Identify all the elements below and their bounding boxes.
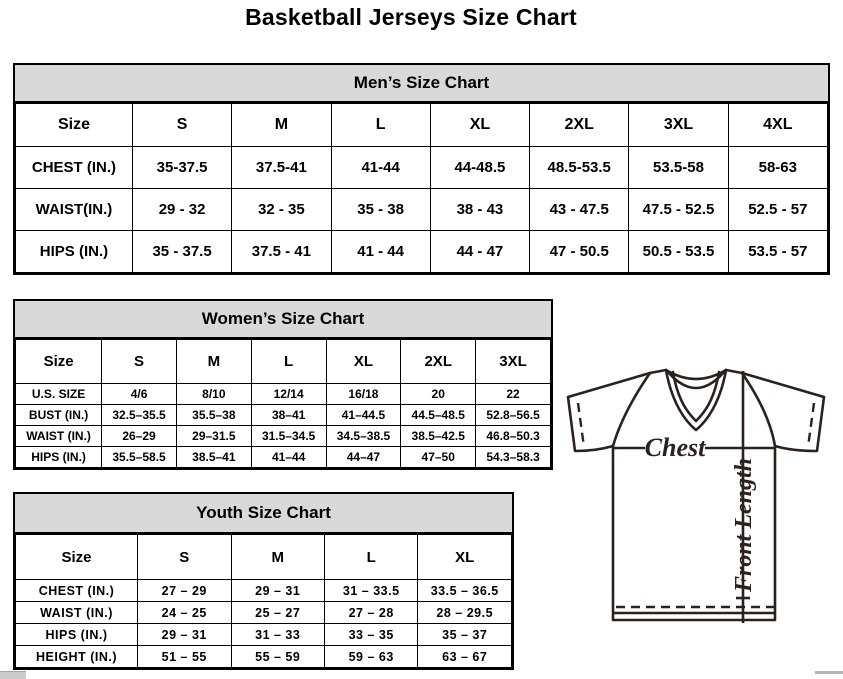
size-header-row — [16, 535, 512, 580]
size-column-header: 3XL — [476, 340, 551, 384]
horizontal-scrollbar-fragment-left[interactable] — [0, 671, 26, 679]
measurement-value-cell: 52.5 - 57 — [728, 189, 827, 231]
measurement-value-cell: 28 – 29.5 — [418, 602, 512, 624]
size-header-row — [16, 340, 551, 384]
measurement-value-cell: 35-37.5 — [132, 147, 231, 189]
measurement-value-cell: 27 – 29 — [138, 580, 231, 602]
measurement-row — [16, 147, 828, 189]
measurement-value-cell: 59 – 63 — [324, 646, 417, 668]
size-column-header: S — [132, 104, 231, 147]
measurement-value-cell: 35 - 38 — [331, 189, 430, 231]
measurement-value-cell: 35.5–38 — [176, 405, 251, 426]
jersey-right-seam — [742, 373, 775, 446]
measurement-row — [16, 624, 512, 646]
womens-size-chart-table — [13, 299, 553, 470]
mens-table-title: Men’s Size Chart — [15, 65, 828, 103]
measurement-row — [16, 405, 551, 426]
measurement-row — [16, 384, 551, 405]
chest-label: Chest — [644, 433, 706, 462]
measurement-value-cell: 52.8–56.5 — [476, 405, 551, 426]
measurement-row-label: WAIST (IN.) — [16, 602, 138, 624]
measurement-value-cell: 54.3–58.3 — [476, 447, 551, 468]
size-column-header: M — [231, 535, 324, 580]
measurement-value-cell: 44 - 47 — [430, 231, 529, 273]
corner-header: Size — [16, 340, 102, 384]
measurement-value-cell: 16/18 — [326, 384, 401, 405]
mens-table-grid — [15, 103, 828, 273]
measurement-value-cell: 33.5 – 36.5 — [418, 580, 512, 602]
measurement-value-cell: 44-48.5 — [430, 147, 529, 189]
measurement-value-cell: 33 – 35 — [324, 624, 417, 646]
measurement-value-cell: 31.5–34.5 — [251, 426, 326, 447]
measurement-row — [16, 646, 512, 668]
measurement-value-cell: 4/6 — [102, 384, 177, 405]
measurement-value-cell: 31 – 33.5 — [324, 580, 417, 602]
measurement-row — [16, 447, 551, 468]
jersey-measurement-diagram — [556, 352, 843, 639]
measurement-value-cell: 43 - 47.5 — [530, 189, 629, 231]
measurement-row — [16, 426, 551, 447]
womens-table-grid — [15, 339, 551, 468]
horizontal-scrollbar-fragment-right[interactable] — [815, 671, 843, 674]
measurement-row-label: HEIGHT (IN.) — [16, 646, 138, 668]
measurement-value-cell: 29 – 31 — [231, 580, 324, 602]
measurement-row — [16, 189, 828, 231]
measurement-value-cell: 38 - 43 — [430, 189, 529, 231]
mens-size-chart-table — [13, 63, 830, 275]
measurement-row-label: U.S. SIZE — [16, 384, 102, 405]
measurement-value-cell: 24 – 25 — [138, 602, 231, 624]
measurement-value-cell: 38–41 — [251, 405, 326, 426]
measurement-value-cell: 46.8–50.3 — [476, 426, 551, 447]
measurement-row-label: WAIST(IN.) — [16, 189, 133, 231]
measurement-value-cell: 29–31.5 — [176, 426, 251, 447]
size-column-header: L — [251, 340, 326, 384]
measurement-row-label: HIPS (IN.) — [16, 447, 102, 468]
measurement-row-label: BUST (IN.) — [16, 405, 102, 426]
size-column-header: S — [102, 340, 177, 384]
measurement-row — [16, 602, 512, 624]
measurement-value-cell: 48.5-53.5 — [530, 147, 629, 189]
corner-header: Size — [16, 535, 138, 580]
measurement-value-cell: 8/10 — [176, 384, 251, 405]
measurement-value-cell: 22 — [476, 384, 551, 405]
measurement-value-cell: 41-44 — [331, 147, 430, 189]
jersey-right-cuff-dashes — [808, 403, 814, 447]
corner-header: Size — [16, 104, 133, 147]
measurement-value-cell: 35 – 37 — [418, 624, 512, 646]
measurement-value-cell: 50.5 - 53.5 — [629, 231, 728, 273]
measurement-value-cell: 32.5–35.5 — [102, 405, 177, 426]
measurement-row-label: HIPS (IN.) — [16, 624, 138, 646]
size-column-header: L — [331, 104, 430, 147]
measurement-value-cell: 35 - 37.5 — [132, 231, 231, 273]
measurement-value-cell: 31 – 33 — [231, 624, 324, 646]
measurement-value-cell: 38.5–41 — [176, 447, 251, 468]
size-column-header: XL — [326, 340, 401, 384]
measurement-value-cell: 58-63 — [728, 147, 827, 189]
measurement-value-cell: 41–44 — [251, 447, 326, 468]
jersey-outline — [568, 370, 824, 620]
measurement-row-label: HIPS (IN.) — [16, 231, 133, 273]
measurement-value-cell: 47.5 - 52.5 — [629, 189, 728, 231]
measurement-value-cell: 32 - 35 — [232, 189, 331, 231]
measurement-value-cell: 51 – 55 — [138, 646, 231, 668]
measurement-value-cell: 27 – 28 — [324, 602, 417, 624]
youth-table-grid — [15, 534, 512, 668]
measurement-value-cell: 47–50 — [401, 447, 476, 468]
measurement-value-cell: 37.5-41 — [232, 147, 331, 189]
front-length-label: Front Length — [731, 457, 757, 593]
measurement-row — [16, 580, 512, 602]
measurement-value-cell: 63 – 67 — [418, 646, 512, 668]
womens-table-title: Women’s Size Chart — [15, 301, 551, 339]
size-header-row — [16, 104, 828, 147]
measurement-row-label: CHEST (IN.) — [16, 580, 138, 602]
measurement-value-cell: 37.5 - 41 — [232, 231, 331, 273]
size-column-header: M — [232, 104, 331, 147]
measurement-value-cell: 44–47 — [326, 447, 401, 468]
measurement-value-cell: 35.5–58.5 — [102, 447, 177, 468]
size-column-header: 2XL — [530, 104, 629, 147]
measurement-value-cell: 47 - 50.5 — [530, 231, 629, 273]
measurement-value-cell: 53.5-58 — [629, 147, 728, 189]
measurement-value-cell: 41–44.5 — [326, 405, 401, 426]
measurement-value-cell: 44.5–48.5 — [401, 405, 476, 426]
size-column-header: XL — [418, 535, 512, 580]
measurement-value-cell: 53.5 - 57 — [728, 231, 827, 273]
measurement-value-cell: 41 - 44 — [331, 231, 430, 273]
size-column-header: 2XL — [401, 340, 476, 384]
measurement-value-cell: 55 – 59 — [231, 646, 324, 668]
jersey-left-cuff-dashes — [578, 403, 584, 447]
size-column-header: 4XL — [728, 104, 827, 147]
size-column-header: L — [324, 535, 417, 580]
measurement-row — [16, 231, 828, 273]
measurement-value-cell: 26–29 — [102, 426, 177, 447]
measurement-row-label: CHEST (IN.) — [16, 147, 133, 189]
youth-size-chart-table — [13, 492, 514, 670]
measurement-value-cell: 38.5–42.5 — [401, 426, 476, 447]
measurement-value-cell: 29 – 31 — [138, 624, 231, 646]
size-column-header: 3XL — [629, 104, 728, 147]
measurement-value-cell: 12/14 — [251, 384, 326, 405]
size-column-header: XL — [430, 104, 529, 147]
size-column-header: S — [138, 535, 231, 580]
size-column-header: M — [176, 340, 251, 384]
measurement-value-cell: 29 - 32 — [132, 189, 231, 231]
measurement-value-cell: 20 — [401, 384, 476, 405]
measurement-value-cell: 34.5–38.5 — [326, 426, 401, 447]
page-title: Basketball Jerseys Size Chart — [245, 4, 577, 30]
measurement-row-label: WAIST (IN.) — [16, 426, 102, 447]
measurement-value-cell: 25 – 27 — [231, 602, 324, 624]
youth-table-title: Youth Size Chart — [15, 494, 512, 534]
